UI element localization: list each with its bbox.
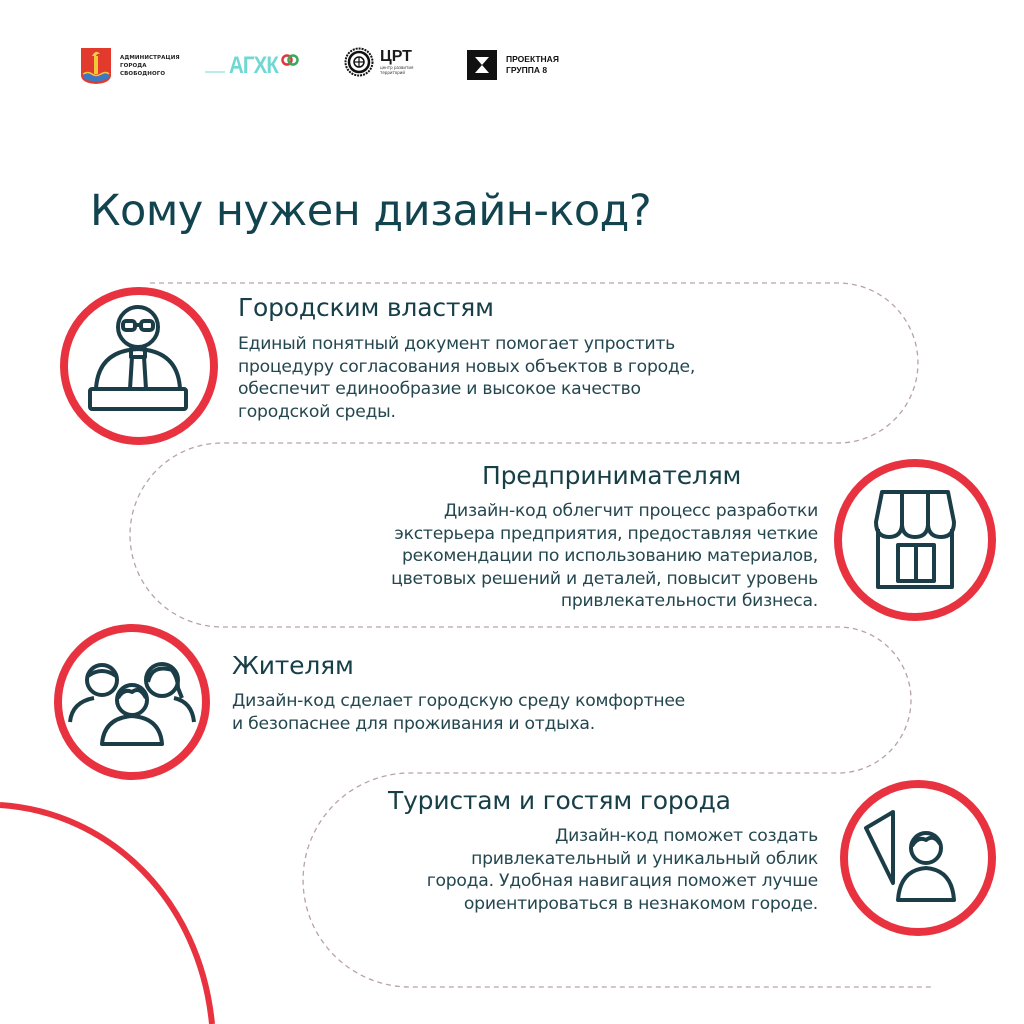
body-line: Дизайн-код сделает городскую среду комфортнее bbox=[232, 691, 685, 711]
crt-subtitle-2: территорий bbox=[380, 70, 405, 75]
storefront-icon bbox=[832, 457, 998, 623]
body-line: Единый понятный документ помогает упростить bbox=[238, 334, 676, 354]
page-title: Кому нужен дизайн-код? bbox=[90, 186, 652, 236]
body-line: городской среды. bbox=[238, 401, 396, 422]
crt-emblem-icon bbox=[344, 47, 374, 77]
section-body-residents bbox=[232, 690, 852, 735]
admin-line-1: АДМИНИСТРАЦИЯ bbox=[120, 55, 180, 61]
body-line: привлекательности бизнеса. bbox=[560, 591, 818, 611]
body-line: города. Удобная навигация поможет лучше bbox=[426, 871, 818, 891]
tourist-flag-icon bbox=[838, 778, 998, 938]
section-body-entrepreneurs bbox=[218, 500, 818, 613]
logo-crt bbox=[344, 47, 413, 77]
coat-of-arms-icon bbox=[80, 47, 112, 85]
admin-line-2: ГОРОДА bbox=[120, 63, 147, 69]
body-line: рекомендации по использованию материалов, bbox=[402, 546, 818, 566]
body-line: цветовых решений и деталей, повысит уровень bbox=[391, 568, 818, 589]
residents-icon bbox=[52, 622, 212, 782]
crt-title: ЦРТ bbox=[380, 48, 412, 65]
pg-line-2: ГРУППА 8 bbox=[506, 65, 548, 75]
section-title-entrepreneurs: Предпринимателям bbox=[482, 461, 742, 490]
agkh-dash bbox=[205, 71, 225, 73]
admin-line-3: СВОБОДНОГО bbox=[120, 71, 166, 77]
body-line: привлекательный и уникальный облик bbox=[471, 848, 818, 869]
body-line: и безопаснее для проживания и отдыха. bbox=[232, 713, 595, 734]
body-line: ориентироваться в незнакомом городе. bbox=[463, 893, 818, 914]
section-title-residents: Жителям bbox=[232, 651, 354, 680]
body-line: Дизайн-код облегчит процесс разработки bbox=[443, 501, 818, 521]
section-title-tourists: Туристам и гостям города bbox=[388, 786, 731, 815]
body-line: экстерьера предприятия, предоставляя четкие bbox=[394, 523, 818, 544]
logo-city-administration bbox=[80, 47, 180, 85]
decorative-arc bbox=[0, 805, 212, 1024]
agkh-rings-icon bbox=[281, 53, 299, 67]
official-icon-badge bbox=[58, 285, 220, 451]
body-line: Дизайн-код поможет создать bbox=[554, 826, 818, 846]
body-line: процедуру согласования новых объектов в городе, bbox=[238, 356, 696, 377]
section-title-authorities: Городским властям bbox=[238, 293, 494, 322]
logo-agkh bbox=[205, 52, 299, 80]
logo-project-group-8 bbox=[467, 50, 559, 80]
tourist-icon-badge bbox=[838, 778, 998, 942]
residents-icon-badge bbox=[52, 622, 212, 786]
storefront-icon-badge bbox=[832, 457, 998, 627]
crt-subtitle-1: центр развития bbox=[380, 65, 414, 70]
agkh-text: АГХК bbox=[229, 52, 278, 79]
body-line: обеспечит единообразие и высокое качество bbox=[238, 379, 641, 399]
official-icon bbox=[58, 285, 220, 447]
section-body-authorities bbox=[238, 333, 838, 423]
section-body-tourists bbox=[218, 825, 818, 915]
hourglass-icon bbox=[467, 50, 497, 80]
pg-line-1: ПРОЕКТНАЯ bbox=[506, 54, 559, 64]
